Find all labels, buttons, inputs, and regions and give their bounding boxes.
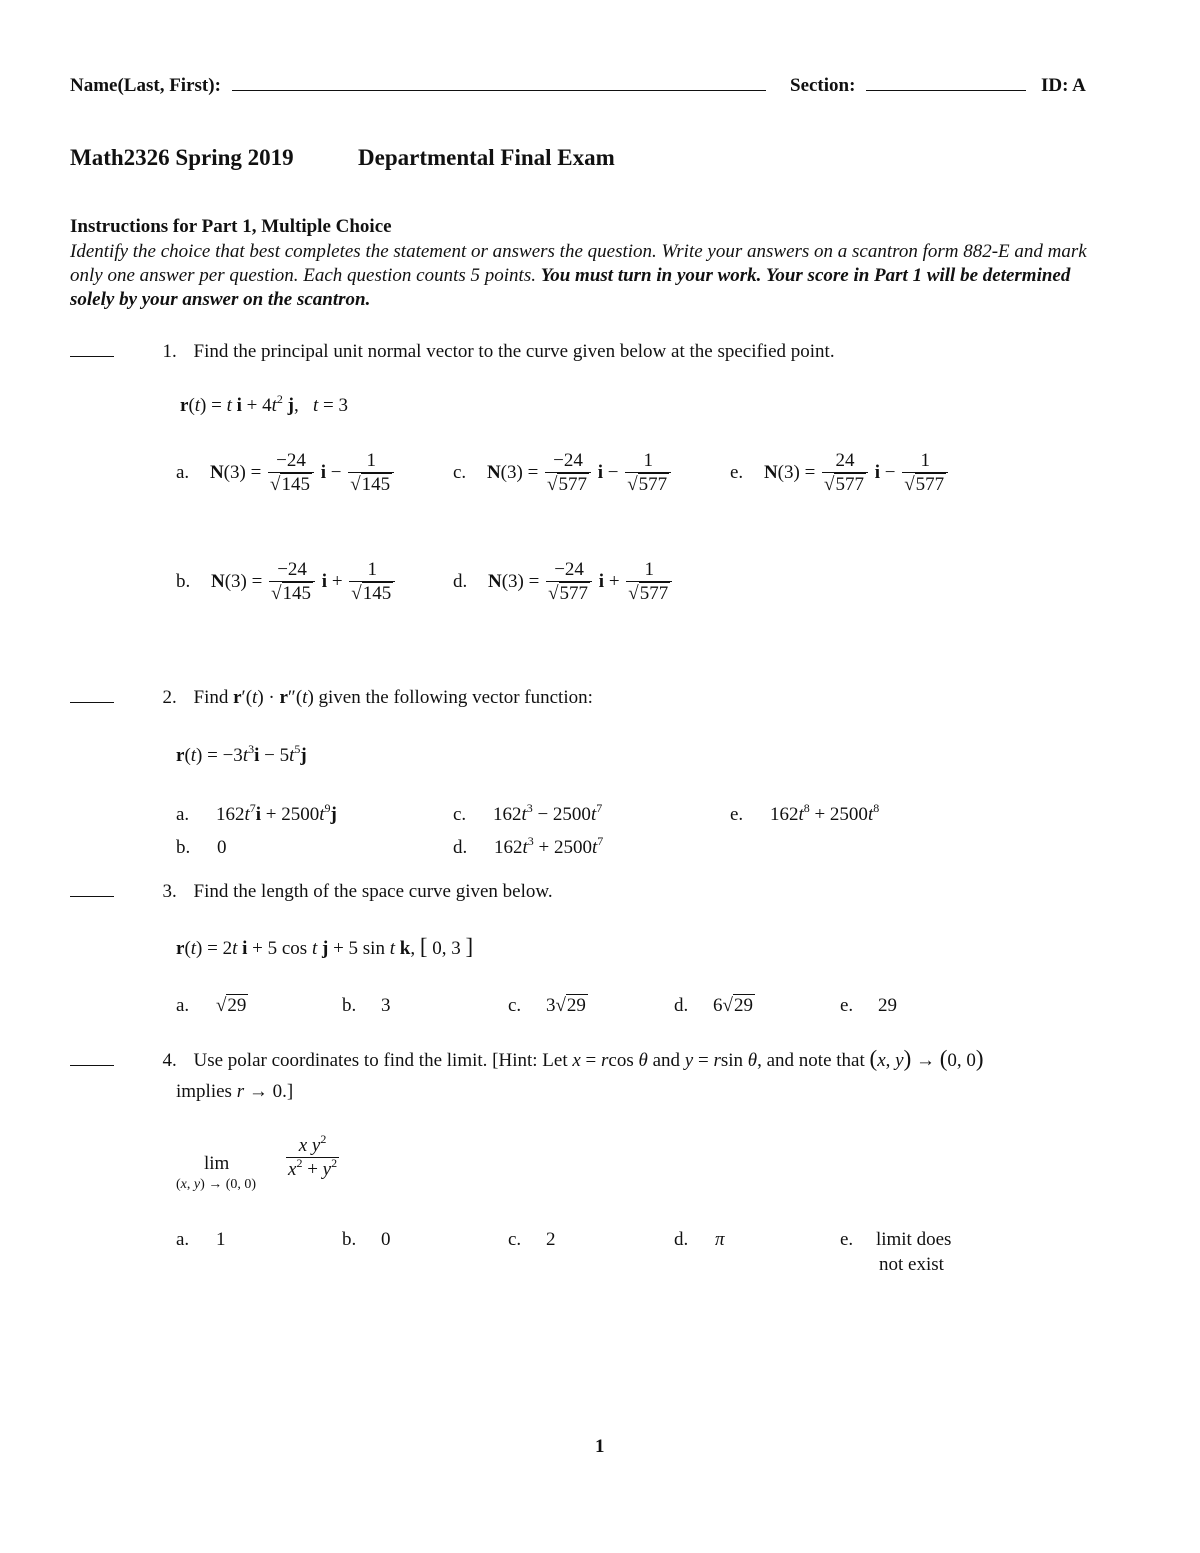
q1c-den2: 577 [638, 474, 668, 495]
option-label: b. [342, 1229, 357, 1250]
q1e-num2: 1 [920, 450, 930, 471]
q2-option-c[interactable]: c. $162t^3 - 2500t^7$ [453, 801, 603, 825]
option-value: 29 [227, 995, 247, 1016]
option-label: d. [453, 837, 468, 858]
q2-prompt-math: r′(t) · r″(t) [233, 687, 314, 708]
question-prompt: Find the length of the space curve given below. [193, 881, 553, 902]
option-coef: 6 [713, 995, 723, 1016]
q1c-den1: 577 [558, 474, 587, 495]
q4-math-y: y = rsin θ [684, 1050, 758, 1071]
question-number: 3. [162, 881, 177, 902]
q1-option-b[interactable]: b. N(3) = $\frac{-24}{√145}$ i + $\frac{1}{√145}$ [176, 559, 397, 606]
option-label: a. [176, 461, 190, 483]
q3-option-d[interactable]: d. 6√29 [674, 995, 753, 1016]
option-value: 29 [877, 995, 897, 1016]
q4-option-e-line2: not exist [879, 1254, 944, 1275]
option-value-line1: limit does [875, 1229, 952, 1250]
q1a-num1: −24 [276, 450, 306, 471]
q1a-den2: 145 [361, 474, 391, 495]
option-label: e. [840, 1229, 854, 1250]
question-2 [70, 687, 593, 709]
q1e-den2: 577 [915, 474, 945, 495]
q1d-num1: −24 [554, 559, 584, 580]
q3-option-c[interactable]: c. 3√29 [508, 995, 586, 1016]
option-value: 0 [381, 1229, 391, 1250]
option-label: e. [730, 804, 744, 825]
q4-option-b[interactable] [342, 1229, 391, 1251]
lim-fraction: $\frac{x y^2}{x^2 + y^2}$ [288, 1132, 338, 1180]
option-label: d. [674, 1229, 689, 1250]
answer-blank-2[interactable] [70, 702, 114, 703]
id-row [1041, 75, 1086, 97]
q2-function: $r(t) = -3t^3i - 5t^5j$ [176, 742, 307, 766]
page-number: 1 [595, 1436, 605, 1457]
option-label: c. [508, 1229, 522, 1250]
option-label: e. [730, 461, 744, 483]
option-label: d. [674, 995, 689, 1016]
section-label: Section: [790, 75, 856, 96]
q4-option-d[interactable] [674, 1229, 725, 1251]
q1b-den1: 145 [282, 583, 312, 604]
q1c-num2: 1 [643, 450, 653, 471]
question-4 [70, 1046, 984, 1072]
option-value: 29 [566, 995, 586, 1016]
q1e-op: − [884, 461, 896, 483]
q2-option-a[interactable]: a. $162t^7i + 2500t^9j$ [176, 801, 337, 825]
question-number: 1. [162, 341, 177, 362]
course-title: Math2326 Spring 2019 [70, 145, 294, 170]
q4-note: , and note that [757, 1050, 865, 1071]
q1b-den2: 145 [362, 583, 392, 604]
q2-prompt-post: given the following vector function: [318, 687, 593, 708]
q1-option-a[interactable]: a. N(3) = $\frac{-24}{√145}$ i − $\frac{1}{√145}$ [176, 450, 396, 497]
q1c-op: − [607, 461, 619, 483]
question-3 [70, 881, 553, 903]
option-value: 29 [733, 995, 753, 1016]
section-row [790, 75, 1026, 97]
q1e-num1: 24 [835, 450, 855, 471]
instructions-text [70, 240, 1110, 312]
option-label: b. [176, 570, 191, 592]
option-value: 0 [217, 837, 227, 858]
q1a-op: − [330, 461, 342, 483]
q1d-op: + [608, 570, 620, 592]
header-row [70, 75, 766, 97]
q4-end: 0.] [272, 1081, 294, 1102]
q1b-num2: 1 [367, 559, 378, 580]
name-blank[interactable] [232, 76, 766, 91]
q4-and: and [652, 1050, 681, 1071]
answer-blank-4[interactable] [70, 1065, 114, 1066]
q1c-num1: −24 [553, 450, 583, 471]
q2-option-d[interactable]: d. $162t^3 + 2500t^7$ [453, 834, 604, 858]
q2-option-e[interactable]: e. $162t^8 + 2500t^8$ [730, 801, 880, 825]
q4-implies: implies [176, 1081, 232, 1102]
answer-blank-3[interactable] [70, 896, 114, 897]
q1a-den1: 145 [281, 474, 310, 495]
question-number: 2. [162, 687, 177, 708]
q4-option-a[interactable] [176, 1229, 225, 1251]
q3-option-b[interactable] [342, 995, 391, 1017]
q1d-den1: 577 [559, 583, 589, 604]
option-label: d. [453, 570, 468, 592]
section-blank[interactable] [866, 76, 1026, 91]
q1a-num2: 1 [366, 450, 376, 471]
q1-option-d[interactable]: d. N(3) = $\frac{-24}{√577}$ i + $\frac{1}{√577}$ [453, 559, 674, 606]
q4-prompt-pre: Use polar coordinates to find the limit. [Hint: Let [193, 1050, 568, 1071]
question-number: 4. [162, 1050, 177, 1071]
q3-option-a[interactable]: a. √29 [176, 995, 247, 1016]
option-label: a. [176, 995, 190, 1016]
q4-math-x: x = rcos θ [572, 1050, 648, 1071]
name-label: Name(Last, First): [70, 75, 221, 96]
exam-title: Departmental Final Exam [358, 145, 615, 170]
option-coef: 3 [545, 995, 556, 1016]
id-value: A [1072, 75, 1086, 96]
q1d-den2: 577 [639, 583, 669, 604]
q4-limit-expression [176, 1132, 346, 1195]
question-prompt: Find the principal unit normal vector to the curve given below at the specified point. [193, 341, 835, 362]
q3-function: r(t) = 2t i + 5 cos t j + 5 sin t k, [ 0, 3 ] [176, 934, 474, 959]
q4-option-e[interactable] [840, 1229, 951, 1251]
q1-function: r(t) = t $i + 4t^2$ j, t = 3 [180, 392, 348, 416]
option-label: b. [176, 837, 191, 858]
option-value: 1 [215, 1229, 226, 1250]
q1d-num2: 1 [644, 559, 655, 580]
q4-prompt-line2: implies r → 0.] [176, 1081, 294, 1102]
instructions-heading: Instructions for Part 1, Multiple Choice [70, 216, 392, 237]
q2-option-b[interactable] [176, 837, 227, 859]
option-label: e. [840, 995, 854, 1016]
q1b-op: + [331, 570, 343, 592]
option-label: c. [453, 461, 467, 483]
option-label: c. [508, 995, 522, 1016]
option-value: 3 [381, 995, 391, 1016]
q1e-den1: 577 [835, 474, 864, 495]
option-value: π [715, 1229, 725, 1250]
instructions-italic: Identify the choice that best completes the statement or answers the question. Write your answers on a scantron form 882-E and mark only one answer per question. Each question counts 5 points. [70, 241, 1087, 286]
q2-prompt-pre: Find [193, 687, 229, 708]
option-label: a. [176, 804, 190, 825]
answer-blank-1[interactable] [70, 356, 114, 357]
option-label: b. [342, 995, 357, 1016]
q1-option-c[interactable]: c. N(3) = $\frac{-24}{√577}$ i − $\frac{1}{√577}$ [453, 450, 673, 497]
q3-option-e[interactable] [840, 995, 897, 1017]
q1b-num1: −24 [277, 559, 307, 580]
lim-subscript: (x, y) → (0, 0) [176, 1177, 257, 1192]
option-label: a. [176, 1229, 190, 1250]
option-label: c. [453, 804, 467, 825]
q4-option-c[interactable] [508, 1229, 555, 1251]
lim-word: lim [204, 1153, 230, 1174]
q1-option-e[interactable]: e. N(3) = $\frac{24}{√577}$ i − $\frac{1}{√577}$ [730, 450, 950, 497]
question-1 [70, 341, 835, 363]
q4-math-limit: (x, y) → (0, 0) [869, 1046, 984, 1071]
id-label: ID: [1041, 75, 1069, 96]
option-value: 2 [545, 1229, 556, 1250]
instructions-bold: You must turn in your work. Your score in Part 1 will be determined solely by your answer on the scantron. [70, 265, 1071, 310]
